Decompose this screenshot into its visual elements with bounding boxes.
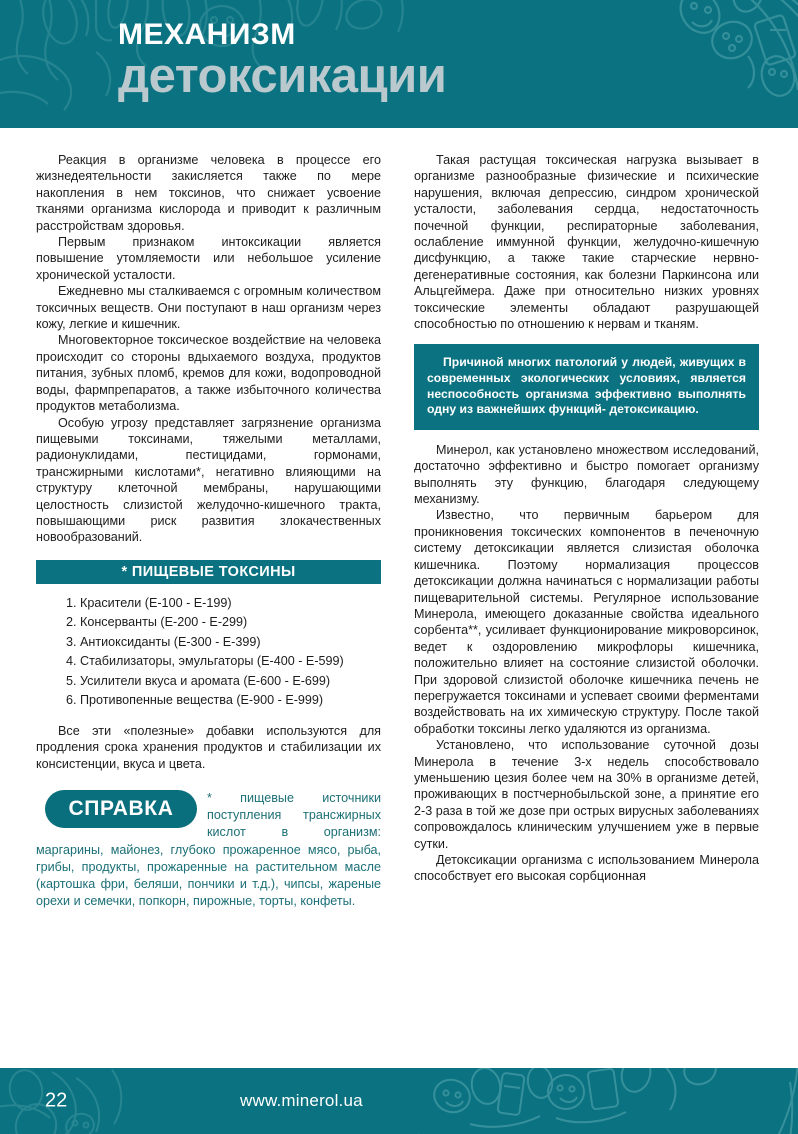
- list-item: 5. Усилители вкуса и аромата (Е-600 - Е-699): [66, 673, 331, 688]
- page-content: [0, 128, 798, 1068]
- list-item: 4. Стабилизаторы, эмульгаторы (Е-400 - Е-599): [66, 654, 344, 669]
- paragraph: Первым признаком интоксикации является повышение утомляемости или небольшое усиление хронической усталости.: [36, 235, 381, 282]
- left-column: [36, 152, 381, 910]
- paragraph: Все эти «полезные» добавки используются для продления срока хранения продуктов и стабилизации их консистенции, вкуса и цвета.: [36, 723, 381, 771]
- right-column: [414, 152, 759, 885]
- paragraph: Особую угрозу представляет загрязнение организма пищевыми токсинами, тяжелыми металлами, радионуклидами, пестицидами, гормонами, трансжирными кислотами*, негативно влияющими на структуру клеточной мембраны, нарушающими целостность слизистой желудочно-кишечного тракта, повышающими риск развития злокачественных новообразований.: [36, 415, 381, 545]
- list-item: 6. Противопенные вещества (Е-900 - Е-999): [66, 693, 324, 708]
- highlight-callout: Причиной многих патологий у людей, живущих в современных экологических условиях, является неспособность организма эффективно выполнять одну из важнейших функций- детоксикацию.: [414, 344, 759, 429]
- page-number: 22: [45, 1089, 68, 1112]
- paragraph: Установлено, что использование суточной дозы Минерола в течение 3-х недель способствовало уменьшению цезия более чем на 30% в организме детей, проживающих в постчернобыльской зоне, а принятие его 2-3 раза в той же дозе при острых вирусных заболеваниях сопровождалось клиническим улучшением уже в первые сутки.: [414, 738, 759, 851]
- paragraph: Реакция в организме человека в процессе его жизнедеятельности закисляется также по мере накопления в нем токсинов, что снижает усвоение тканями организма кислорода и приводит к различным расстройствам здоровья.: [36, 153, 381, 233]
- page-footer: [0, 1068, 798, 1134]
- footer-decorative-pattern: [0, 1068, 798, 1134]
- page-header: [0, 0, 798, 128]
- food-toxins-banner: * ПИЩЕВЫЕ ТОКСИНЫ: [36, 560, 381, 584]
- footer-website-url[interactable]: www.minerol.ua: [240, 1091, 363, 1110]
- header-title-block: [118, 20, 446, 101]
- food-toxins-list: [36, 594, 381, 711]
- paragraph: Ежедневно мы сталкиваемся с огромным количеством токсичных веществ. Они поступают в наш организм через кожу, легкие и кишечник.: [36, 284, 381, 332]
- page-title: детоксикации: [118, 49, 447, 103]
- spravka-text: * пищевые источники поступления трансжирных кислот в организм: маргарины, майонез, глубоко прожаренное мясо, рыба, грибы, продукты, прожаренные на растительном масле (картошка фри, беляши, пончики и т.д.), чипсы, жареные орехи и семечки, попкорн, пирожные, торты, конфеты.: [36, 790, 381, 909]
- spravka-badge: СПРАВКА: [45, 790, 197, 828]
- list-item: 1. Красители (Е-100 - Е-199): [66, 595, 232, 610]
- paragraph: Детоксикации организма с использованием Минерола способствует его высокая сорбционная: [414, 853, 759, 884]
- list-item: 2. Консерванты (Е-200 - Е-299): [66, 615, 248, 630]
- paragraph: Минерол, как установлено множеством исследований, достаточно эффективно и быстро помогает организму выполнять эту функцию, благодаря следующему механизму.: [414, 442, 759, 507]
- paragraph: Такая растущая токсическая нагрузка вызывает в организме разнообразные физические и психические нарушения, включая депрессию, синдром хронической усталости, заболевания сердца, недостаточность почечной функции, респираторные заболевания, ослабление иммунной функции, желудочно-кишечную дисфункцию, а также такие старческие нервно-дегенеративные состояния, как болезни Паркинсона или Альцгеймера. Даже при относительно низких уровнях токсические элементы обладают разрушающей способностью по отношению к нервам и тканям.: [414, 153, 759, 332]
- spravka-reference-block: [36, 790, 381, 910]
- paragraph: Многовекторное токсическое воздействие на человека происходит со стороны вдыхаемого воздуха, продуктов питания, зубных пломб, кремов для кожи, водопроводной воды, фармпрепаратов, а также избыточного количества продуктов метаболизма.: [36, 333, 381, 414]
- page-title-kicker: МЕХАНИЗМ: [118, 18, 296, 51]
- list-item: 3. Антиоксиданты (Е-300 - Е-399): [66, 634, 261, 649]
- paragraph: Известно, что первичным барьером для проникновения токсических компонентов в печеночную систему детоксикации является слизистая оболочка кишечника. Поэтому нормализация процессов детоксикации должна начинаться с нормализации работы пищеварительной системы. Регулярное использование Минерола, имеющего доказанные свойства идеального сорбента**, усиливает функционирование микроворсинок, ведет к оздоровлению микрофлоры кишечника, положительно влияет на состояние слизистой оболочки. При здоровой слизистой оболочке кишечника печень не перегружается токсинами и успевает своими ферментами воздействовать на их химическую структуру. После такой обработки токсины легко удаляются из организма.: [414, 508, 759, 736]
